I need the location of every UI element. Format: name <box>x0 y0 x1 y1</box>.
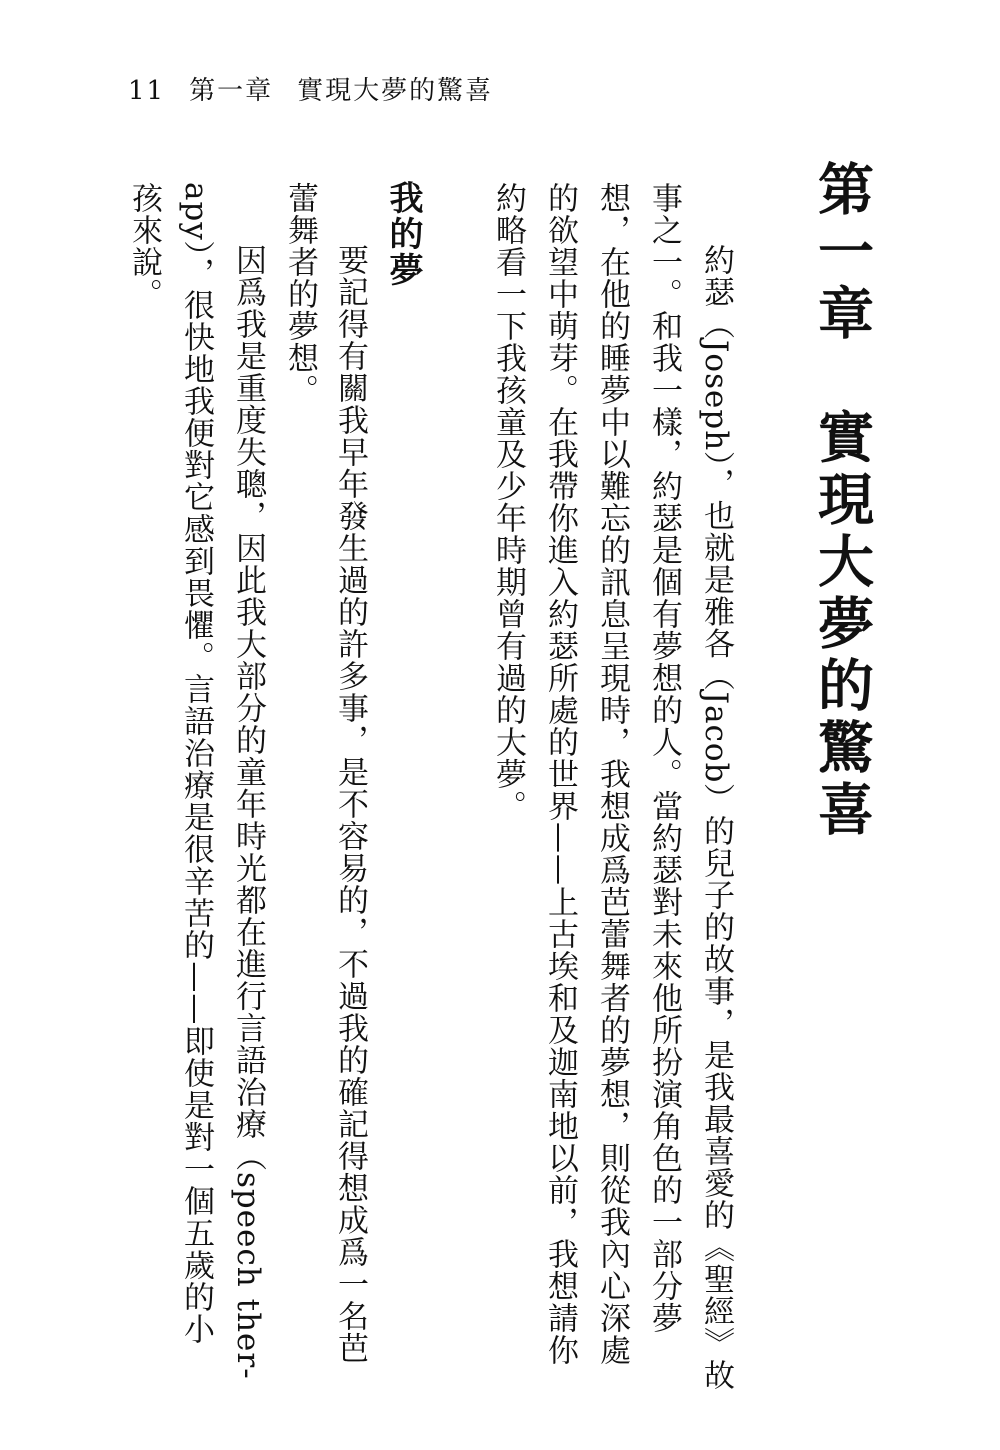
running-head <box>128 70 493 107</box>
paragraph-3-line-1: 因爲我是重度失聰，因此我大部分的童年時光都在進行言語治療（speech ther- <box>230 244 266 1380</box>
section-heading: 我的夢 <box>383 180 423 288</box>
paragraph-1-line-2: 事之一。和我一樣，約瑟是個有夢想的人。當約瑟對未來他所扮演角色的一部分夢 <box>646 182 682 1334</box>
running-head-chapter-title: 實現大夢的驚喜 <box>297 76 494 106</box>
paragraph-1-line-5: 約略看一下我孩童及少年時期曾有過的大夢。 <box>490 182 526 822</box>
paragraph-1-line-3: 想，在他的睡夢中以難忘的訊息呈現時，我想成爲芭蕾舞者的夢想，則從我內心深處 <box>594 182 630 1366</box>
paragraph-3-line-3: 孩來說。 <box>126 182 162 310</box>
paragraph-2-line-2: 蕾舞者的夢想。 <box>282 182 318 406</box>
paragraph-1-line-1: 約瑟（Joseph），也就是雅各（Jacob）的兒子的故事，是我最喜愛的《聖經》故 <box>698 244 734 1392</box>
paragraph-2-line-1: 要記得有關我早年發生過的許多事，是不容易的，不過我的確記得想成爲一名芭 <box>332 244 368 1364</box>
running-head-chapter-label: 第一章 <box>189 76 274 106</box>
page-number: 11 <box>128 76 166 106</box>
chapter-title: 第一章 實現大夢的驚喜 <box>809 160 875 842</box>
paragraph-1-line-4: 的欲望中萌芽。在我帶你進入約瑟所處的世界——上古埃和及迦南地以前，我想請你 <box>542 182 578 1366</box>
paragraph-3-line-2: apy），很快地我便對它感到畏懼。言語治療是很辛苦的——即使是對一個五歲的小 <box>178 182 214 1346</box>
